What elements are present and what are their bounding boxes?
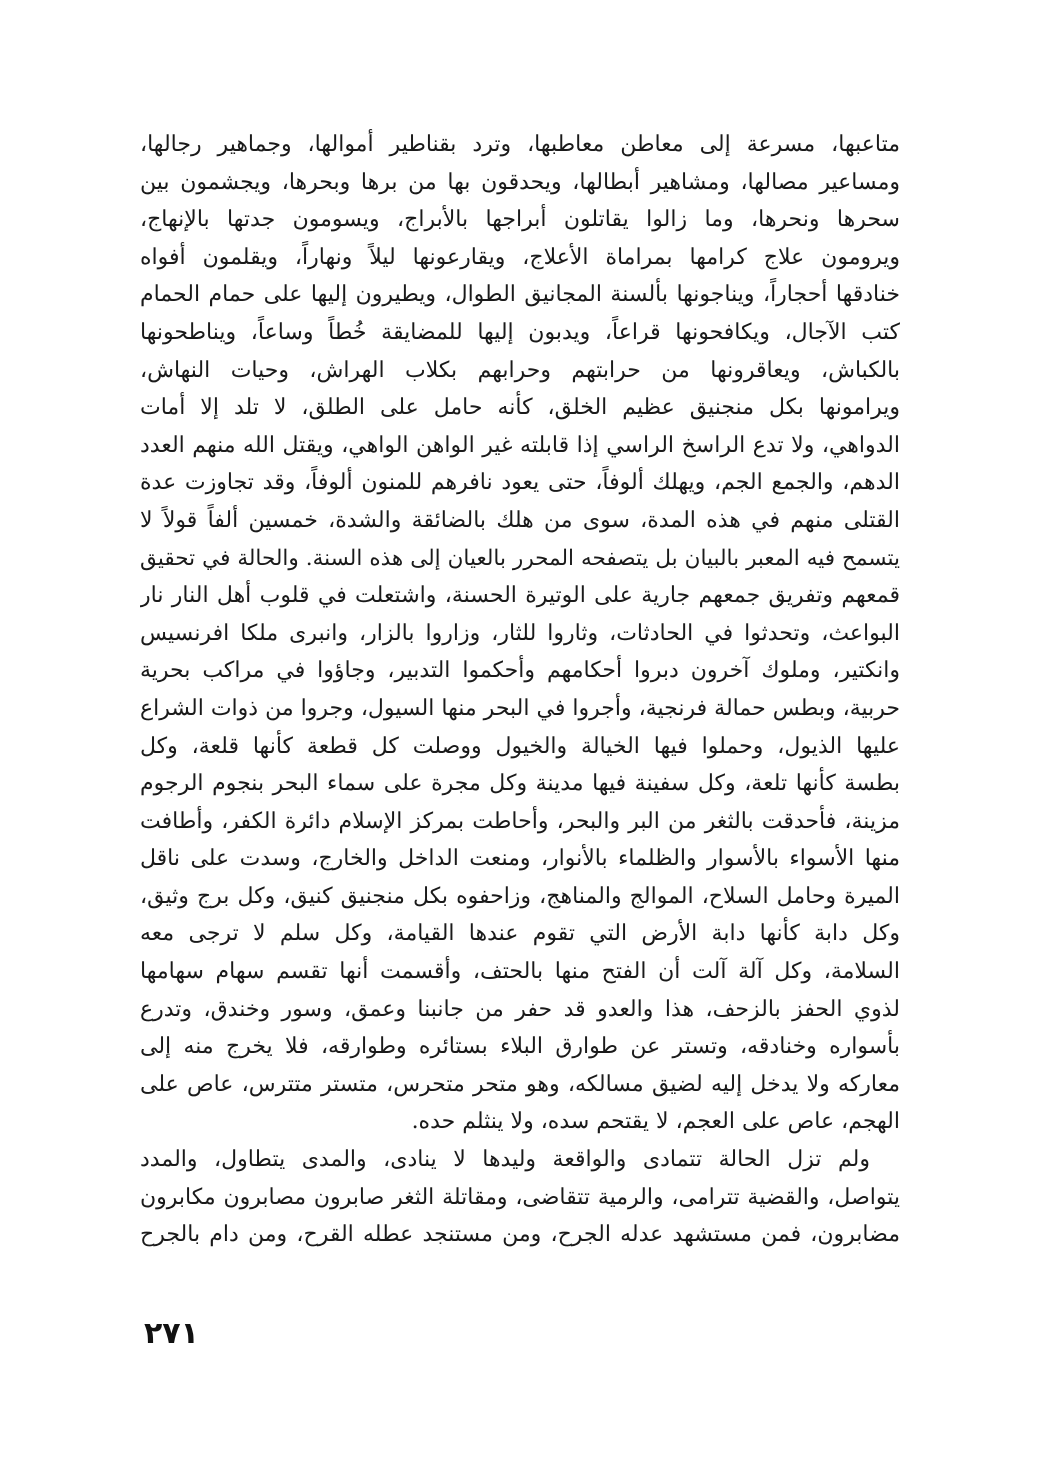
text-line: الميرة وحامل السلاح، الموالج والمناهج، وزاحفوه بكل منجنيق كنيق، وكل برج وثيق، — [140, 883, 900, 909]
text-line: سحرها ونحرها، وما زالوا يقاتلون أبراجها بالأبراج، ويسومون جدتها بالإنهاج، — [140, 207, 900, 233]
text-line: كتب الآجال، ويكافحونها قراعاً، ويدبون إليها للمضايقة خُطاً وساعاً، ويناطحونها — [140, 319, 900, 345]
text-line: معاركه ولا يدخل إليه لضيق مسالكه، وهو متحر متحرس، متستر متترس، عاص على — [140, 1071, 900, 1097]
text-line: متاعبها، مسرعة إلى معاطن معاطبها، وترد بقناطير أموالها، وجماهير رجالها، — [140, 132, 900, 157]
text-line: وانكتير، وملوك آخرون دبروا أحكامهم وأحكموا التدبير، وجاؤوا في مراكب بحرية — [140, 658, 900, 684]
text-line: بأسواره وخنادقه، وتستر عن طوارق البلاء بستائره وطوارقه، فلا يخرج منه إلى — [140, 1034, 900, 1060]
text-line: البواعث، وتحدثوا في الحادثات، وثاروا للثار، وزاروا بالزار، وانبرى ملكا افرنسيس — [140, 620, 900, 646]
text-line: ويرومون علاج كرامها بمراماة الأعلاج، ويقارعونها ليلاً ونهاراً، ويقلمون أفواه — [140, 244, 900, 270]
text-line: قمعهم وتفريق جمعهم جارية على الوتيرة الحسنة، واشتعلت في قلوب أهل النار نار — [140, 583, 900, 609]
text-line: الدهم، والجمع الجم، ويهلك ألوفاً، حتى يعود نافرهم للمنون ألوفاً، وقد تجاوزت عدة — [140, 470, 900, 496]
text-line: يتواصل، والقضية تترامى، والرمية تتقاضى، ومقاتلة الثغر صابرون مصابرون مكابرون — [140, 1184, 900, 1210]
text-line: ويرامونها بكل منجنيق عظيم الخلق، كأنه حامل على الطلق، لا تلد إلا أمات — [140, 395, 900, 421]
text-line: وكل دابة كأنها دابة الأرض التي تقوم عندها القيامة، وكل سلم لا ترجى معه — [140, 921, 900, 947]
text-line: الدواهي، ولا تدع الراسخ الراسي إذا قابلته غير الواهن الواهي، ويقتل الله منهم العدد — [140, 432, 900, 458]
text-line: يتسمح فيه المعبر بالبيان بل يتصفحه المحرر بالعيان إلى هذه السنة. والحالة في تحقيق — [140, 545, 900, 571]
page-number: ٢٧١ — [144, 1316, 199, 1351]
text-line: حربية، وبطس حمالة فرنجية، وأجروا في البحر منها السيول، وجروا من ذوات الشراع — [140, 695, 900, 721]
text-line: ولم تزل الحالة تتمادى والواقعة وليدها لا ينادى، والمدى يتطاول، والمدد — [140, 1147, 870, 1173]
text-line: الهجم، عاص على العجم، لا يقتحم سده، ولا ينثلم حده. — [411, 1109, 900, 1135]
text-line: عليها الذيول، وحملوا فيها الخيالة والخيول ووصلت كل قطعة كأنها قلعة، وكل — [140, 733, 900, 759]
text-line: خنادقها أحجاراً، ويناجونها بألسنة المجانيق الطوال، ويطيرون إليها على حمام الحمام — [140, 282, 900, 308]
text-line: السلامة، وكل آلة آلت أن الفتح منها بالحتف، وأقسمت أنها تقسم سهام سهامها — [140, 959, 900, 985]
text-line: لذوي الحفز بالزحف، هذا والعدو قد حفر من جانبنا وعمق، وسور وخندق، وتدرع — [140, 996, 900, 1022]
text-line: ومساعير مصالها، ومشاهير أبطالها، ويحدقون بها من برها وبحرها، ويجشمون بين — [140, 169, 900, 195]
text-line: القتلى منهم في هذه المدة، سوى من هلك بالضائقة والشدة، خمسين ألفاً قولاً لا — [140, 507, 900, 533]
text-line: بطسة كأنها تلعة، وكل سفينة فيها مدينة وكل مجرة على سماء البحر بنجوم الرجوم — [140, 771, 900, 797]
text-line: مضابرون، فمن مستشهد عدله الجرح، ومن مستنجد عطله القرح، ومن دام بالجرح — [140, 1222, 900, 1248]
text-line: بالكباش، ويعاقرونها من حرابتهم وحرابهم بكلاب الهراش، وحيات النهاش، — [140, 357, 900, 383]
text-line: مزينة، فأحدقت بالثغر من البر والبحر، وأحاطت بمركز الإسلام دائرة الكفر، وأطافت — [140, 808, 900, 834]
text-line: منها الأسواء بالأسوار والظلماء بالأنوار، ومنعت الداخل والخارج، وسدت على ناقل — [140, 846, 900, 872]
body-text — [140, 126, 900, 1254]
